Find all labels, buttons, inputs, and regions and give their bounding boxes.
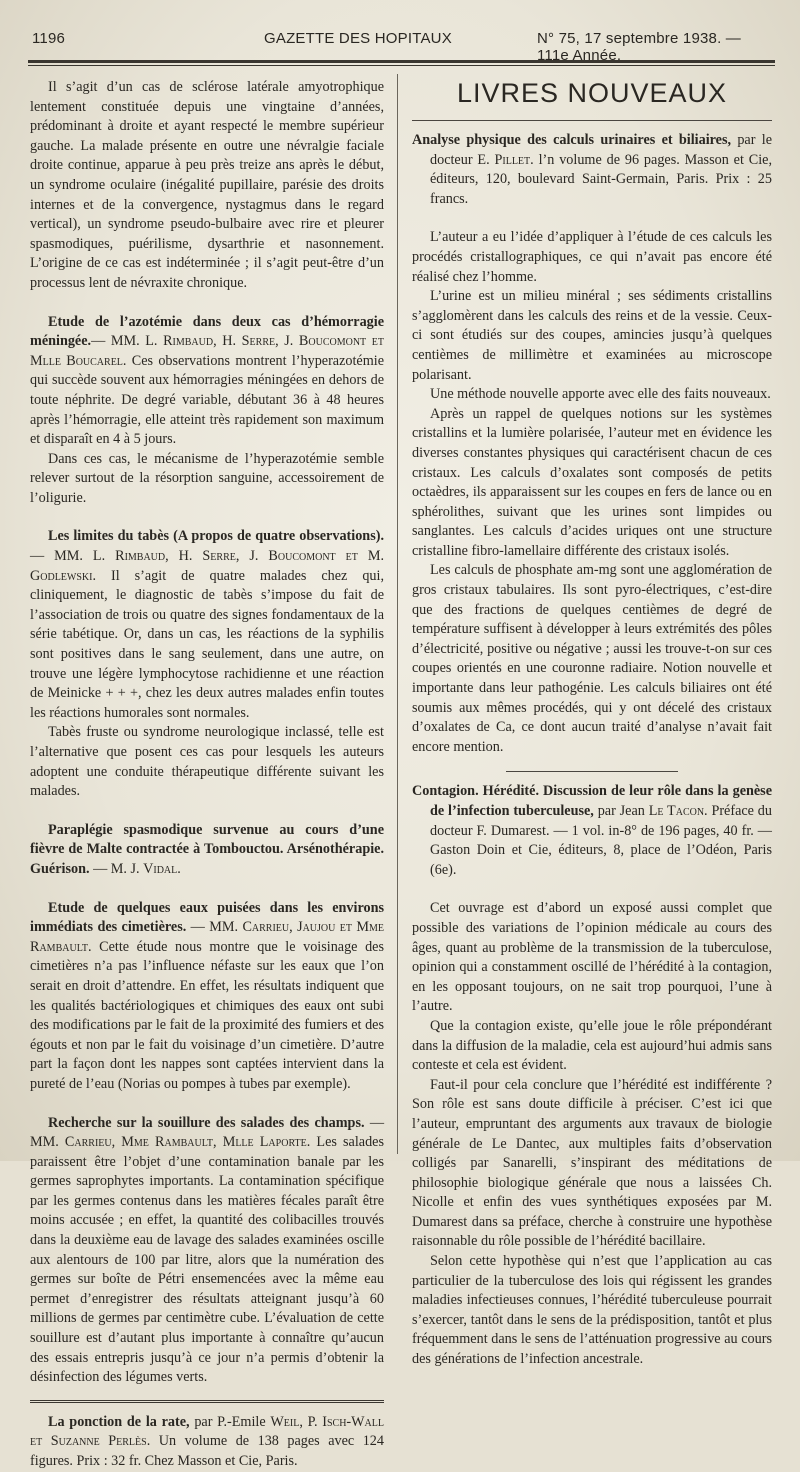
article-paragraph: Tabès fruste ou syndrome neurologique inclassé, telle est l’alternative que posent ces cas pour lesquels les auteurs adoptent une conduite thérapeutique différente suivant les malades. — [30, 724, 384, 800]
book-author: Le Tacon. — [648, 803, 708, 819]
review-paragraph: Selon cette hypothèse qui n’est que l’application au cas particulier de la tuberculose des lois qui régissent les grandes maladies infectieuses connues, l’hérédité tuberculeuse pourrait s’exercer, tantôt dans le sens de la prédisposition, tantôt et plus fréquemment dans le sens de l’atténuation progressive au cours des générations de l’infection ancestrale. — [412, 1253, 772, 1368]
article-title: Recherche sur la souillure des salades des champs. — [48, 1114, 365, 1131]
article-paraplegie: Paraplégie spasmodique survenue au cours d’une fièvre de Malte contractée à Tombouctou. Arsénothérapie. Guérison. — M. J. Vidal. — [30, 821, 384, 877]
article-title: Etude de l’azotémie dans deux cas d’hémorragie méningée. — [30, 313, 384, 350]
book-contagion: Contagion. Hérédité. Discussion de leur rôle dans la genèse de l’infection tuberculeuse, par Jean Le Tacon. Préface du docteur F. Dumarest. — 1 vol. in-8° de 196 pages, 40 fr. — Gaston Doin et Cie, éditeurs, 8, place de l’Odéon, Paris (6e). — [412, 783, 772, 878]
article-authors: Rimbaud, H. Serre, J. Boucomont et M. Godlewski. — [30, 548, 384, 584]
book-author: Pillet. — [494, 151, 534, 168]
section-divider — [30, 1400, 384, 1403]
book-title: Contagion. Hérédité. Discussion de leur rôle dans la genèse de l’infection tuberculeuse, — [412, 783, 772, 819]
title-rule — [412, 120, 772, 121]
issue-info: N° 75, 17 septembre 1938. — 111e Année. — [537, 30, 742, 64]
article-authors: Rimbaud, H. Serre, J. Boucomont et Mlle Boucarel. — [30, 333, 384, 369]
section-title: LIVRES NOUVEAUX — [456, 78, 728, 108]
review-paragraph: Après un rappel de quelques notions sur les systèmes cristallins et la lumière polarisée, l’auteur met en évidence les diverses constantes physiques qui caractérisent chacun de ces cristaux. Les calculs d’oxalates sont composés de petits octaèdres, ils apparaissent sur les coupes en fers de lance ou en sphérolithes, suivant que les urines sont limpides ou sanglantes. Les calculs d’acides uriques ont une structure cristalline fibro-lamellaire différente des cristaux isolés. — [412, 405, 772, 559]
left-column — [30, 78, 384, 1472]
right-column — [412, 78, 772, 1370]
book-authors: Weil, P. Isch-Wall et Suzanne Perlès. — [30, 1413, 384, 1450]
book-ponction-rate: La ponction de la rate, par P.-Emile Weil, P. Isch-Wall et Suzanne Perlès. Un volume de 138 pages avec 124 figures. Prix : 32 fr. Chez Masson et Cie, Paris. — [30, 1413, 384, 1469]
article-paragraph: Dans ces cas, le mécanisme de l’hyperazotémie semble relever surtout de la résorption sanguine, accessoirement de l’oligurie. — [30, 450, 384, 506]
article-authors: Carrieu, Jaujou et Mme Rambault. — [30, 919, 384, 955]
review-paragraph: Que la contagion existe, qu’elle joue le rôle prépondérant dans la diffusion de la maladie, cela est aujourd’hui admis sans conteste et cela est évident. — [412, 1017, 772, 1074]
article-title: Paraplégie spasmodique survenue au cours d’une fièvre de Malte contractée à Tombouctou. Arsénothérapie. Guérison. — [30, 821, 384, 877]
journal-name: GAZETTE DES HOPITAUX — [264, 30, 452, 47]
article-tabes: Les limites du tabès (A propos de quatre observations). — MM. L. Rimbaud, H. Serre, J. Boucomont et M. Godlewski. Il s’agit de quatre malades chez qui, cliniquement, le diagnostic de tabès s’impose du fait de l’association de trois ou quatre des signes fondamentaux de la série tabétique. Or, dans un cas, les réactions de la syphilis sont positives dans le sang seulement, dans une autre, on trouve une légère lymphocytose rachidienne et une réaction de Meinicke + + +, chez les deux autres malades enfin toutes les réactions humorales sont normales. — [30, 528, 384, 721]
article-azotemie: Etude de l’azotémie dans deux cas d’hémorragie méningée.— MM. L. Rimbaud, H. Serre, J. Boucomont et Mlle Boucarel. Ces observations montrent l’hyperazotémie qui succède souvent aux hémorragies méningées en dehors de toute néphrite. De degré variable, débutant 36 à 48 heures après l’hémorragie, elle atteint très rapidement son maximum et disparaît en 4 à 5 jours. — [30, 313, 385, 448]
review-paragraph: Faut-il pour cela conclure que l’hérédité est indifférente ? Son rôle est sans doute difficile à préciser. C’est ici que l’auteur, empruntant des arguments aux travaux de biologie générale de Le Dantec, aux multiples faits d’observation colligés par Sanarelli, s’inspirant des méditations de philosophie biologique générale que nous a laissées Ch. Nicolle et enfin des vues synthétiques exposées par M. Dumarest dans sa préface, cherche à construire une hypothèse raisonnable du rôle possible de l’hérédité bacillaire. — [412, 1076, 772, 1250]
header-rule-thin — [28, 65, 775, 66]
review-paragraph: L’auteur a eu l’idée d’appliquer à l’étude de ces calculs les procédés cristallographiques, ce qui n’avait pas encore été réalisé chez l’homme. — [412, 229, 772, 285]
article-salades: Recherche sur la souillure des salades des champs. — MM. Carrieu, Mme Rambault, Mlle Laporte. Les salades paraissent être l’objet d’une contamination banale par les germes saprophytes importants. La contamination spécifique par les germes contenus dans les matières fécales paraît être moins accusée ; en effet, la quantité des colibacilles trouvés dans la deuxième eau de lavage des salades examinées oscille aux alentours de 100 par litre, alors que la numération des germes sur boîte de Pétri ensemencées avec la même eau permet d’enregistrer des résultats atteignant jusqu’à 60 millions de germes par centimètre cube. L’évaluation de cette souillure est d’autant plus importante à connaître qu’aucun des essais entrepris jusqu’à ce jour n’a permis d’obtenir la désinfection des légumes verts. — [30, 1114, 384, 1386]
article-title: Les limites du tabès (A propos de quatre observations). — [48, 528, 384, 545]
book-calculs: Analyse physique des calculs urinaires et biliaires, par le docteur E. Pillet. l’n volume de 96 pages. Masson et Cie, éditeurs, 120, boulevard Saint-Germain, Paris. Prix : 25 francs. — [412, 132, 773, 207]
review-divider — [506, 771, 679, 772]
article-title: Etude de quelques eaux puisées dans les environs immédiats des cimetières. — [30, 899, 384, 936]
article-intro-paragraph: Il s’agit d’un cas de sclérose latérale amyotrophique lentement constituée depuis une vingtaine d’années, prédominant à droite et ayant respecté le membre supérieur gauche. La malade présente en outre une névralgie faciale droite continue, apparue à peu près treize ans après le début, un syndrome oculaire (inégalité pupillaire, parésie des droits internes et de la convergence, nystagmus dans le regard vertical), un syndrome pseudo-bulbaire avec rire et pleurer spasmodiques, puérilisme, dysarthrie et nasonnement. L’origine de ce cas est indéterminée ; il s’agit peut-être d’un processus lent de névraxite chronique. — [30, 79, 384, 291]
header-rule — [28, 60, 775, 63]
article-cimetieres: Etude de quelques eaux puisées dans les environs immédiats des cimetières. — MM. Carrieu, Jaujou et Mme Rambault. Cette étude nous montre que le voisinage des cimetières n’a pas l’influence néfaste sur les eaux que l’on serait en droit d’attendre. En effet, les résultats indiquent que les qualités bactériologiques et chimiques des eaux ont subi des modifications par le fait de la proximité des fumiers et des égouts et non par le fait du voisinage d’un cimetière. D’autre part la façon dont les nappes sont captées intervient dans la pureté de l’eau (Norias ou pompes à tubes par exemple). — [30, 899, 384, 1092]
article-authors: Vidal. — [143, 860, 181, 877]
review-paragraph: Une méthode nouvelle apporte avec elle des faits nouveaux. — [430, 386, 771, 403]
book-title: La ponction de la rate, — [48, 1413, 190, 1430]
book-title: Analyse physique des calculs urinaires et biliaires, — [412, 132, 732, 148]
page-header — [32, 30, 770, 64]
page-number: 1196 — [32, 30, 66, 47]
review-paragraph: Cet ouvrage est d’abord un exposé aussi complet que possible des variations de l’opinion médicale au cours des âges, quant au problème de la transmission de la tuberculose, opinion qui a constamment oscillé de l’hérédité à la contagion, en les opposant toujours, on ne sait trop pourquoi, l’une à l’autre. — [412, 900, 772, 1015]
review-paragraph: L’urine est un milieu minéral ; ses sédiments cristallins s’agglomèrent dans les calculs des reins et de la vessie. Ceux-ci sont étudiés sur des coupes, amincies jusqu’à quelques centièmes de millimètre et examinées au microscope polarisant. — [412, 288, 772, 383]
review-paragraph: Les calculs de phosphate am-mg sont une agglomération de gros cristaux tabulaires. Ils sont pyro-électriques, c’est-dire que des fractions de quelques centièmes de degré de température suffisent à développer à leurs extrémités des pôles d’électricité, positive ou négative ; aussi les trouve-t-on sur ces coupes orientés en une couronne radiaire. Notion nouvelle et importante dans leur pathogénie. Les calculs biliaires ont été soumis aux mêmes procédés, qui y ont décelé des cristaux d’oxalates de Ca, ce dont aucun traité d’analyse n’avait fait encore mention. — [412, 562, 772, 755]
article-authors: Carrieu, Mme Rambault, Mlle Laporte. — [64, 1134, 311, 1151]
column-divider — [397, 74, 398, 1154]
